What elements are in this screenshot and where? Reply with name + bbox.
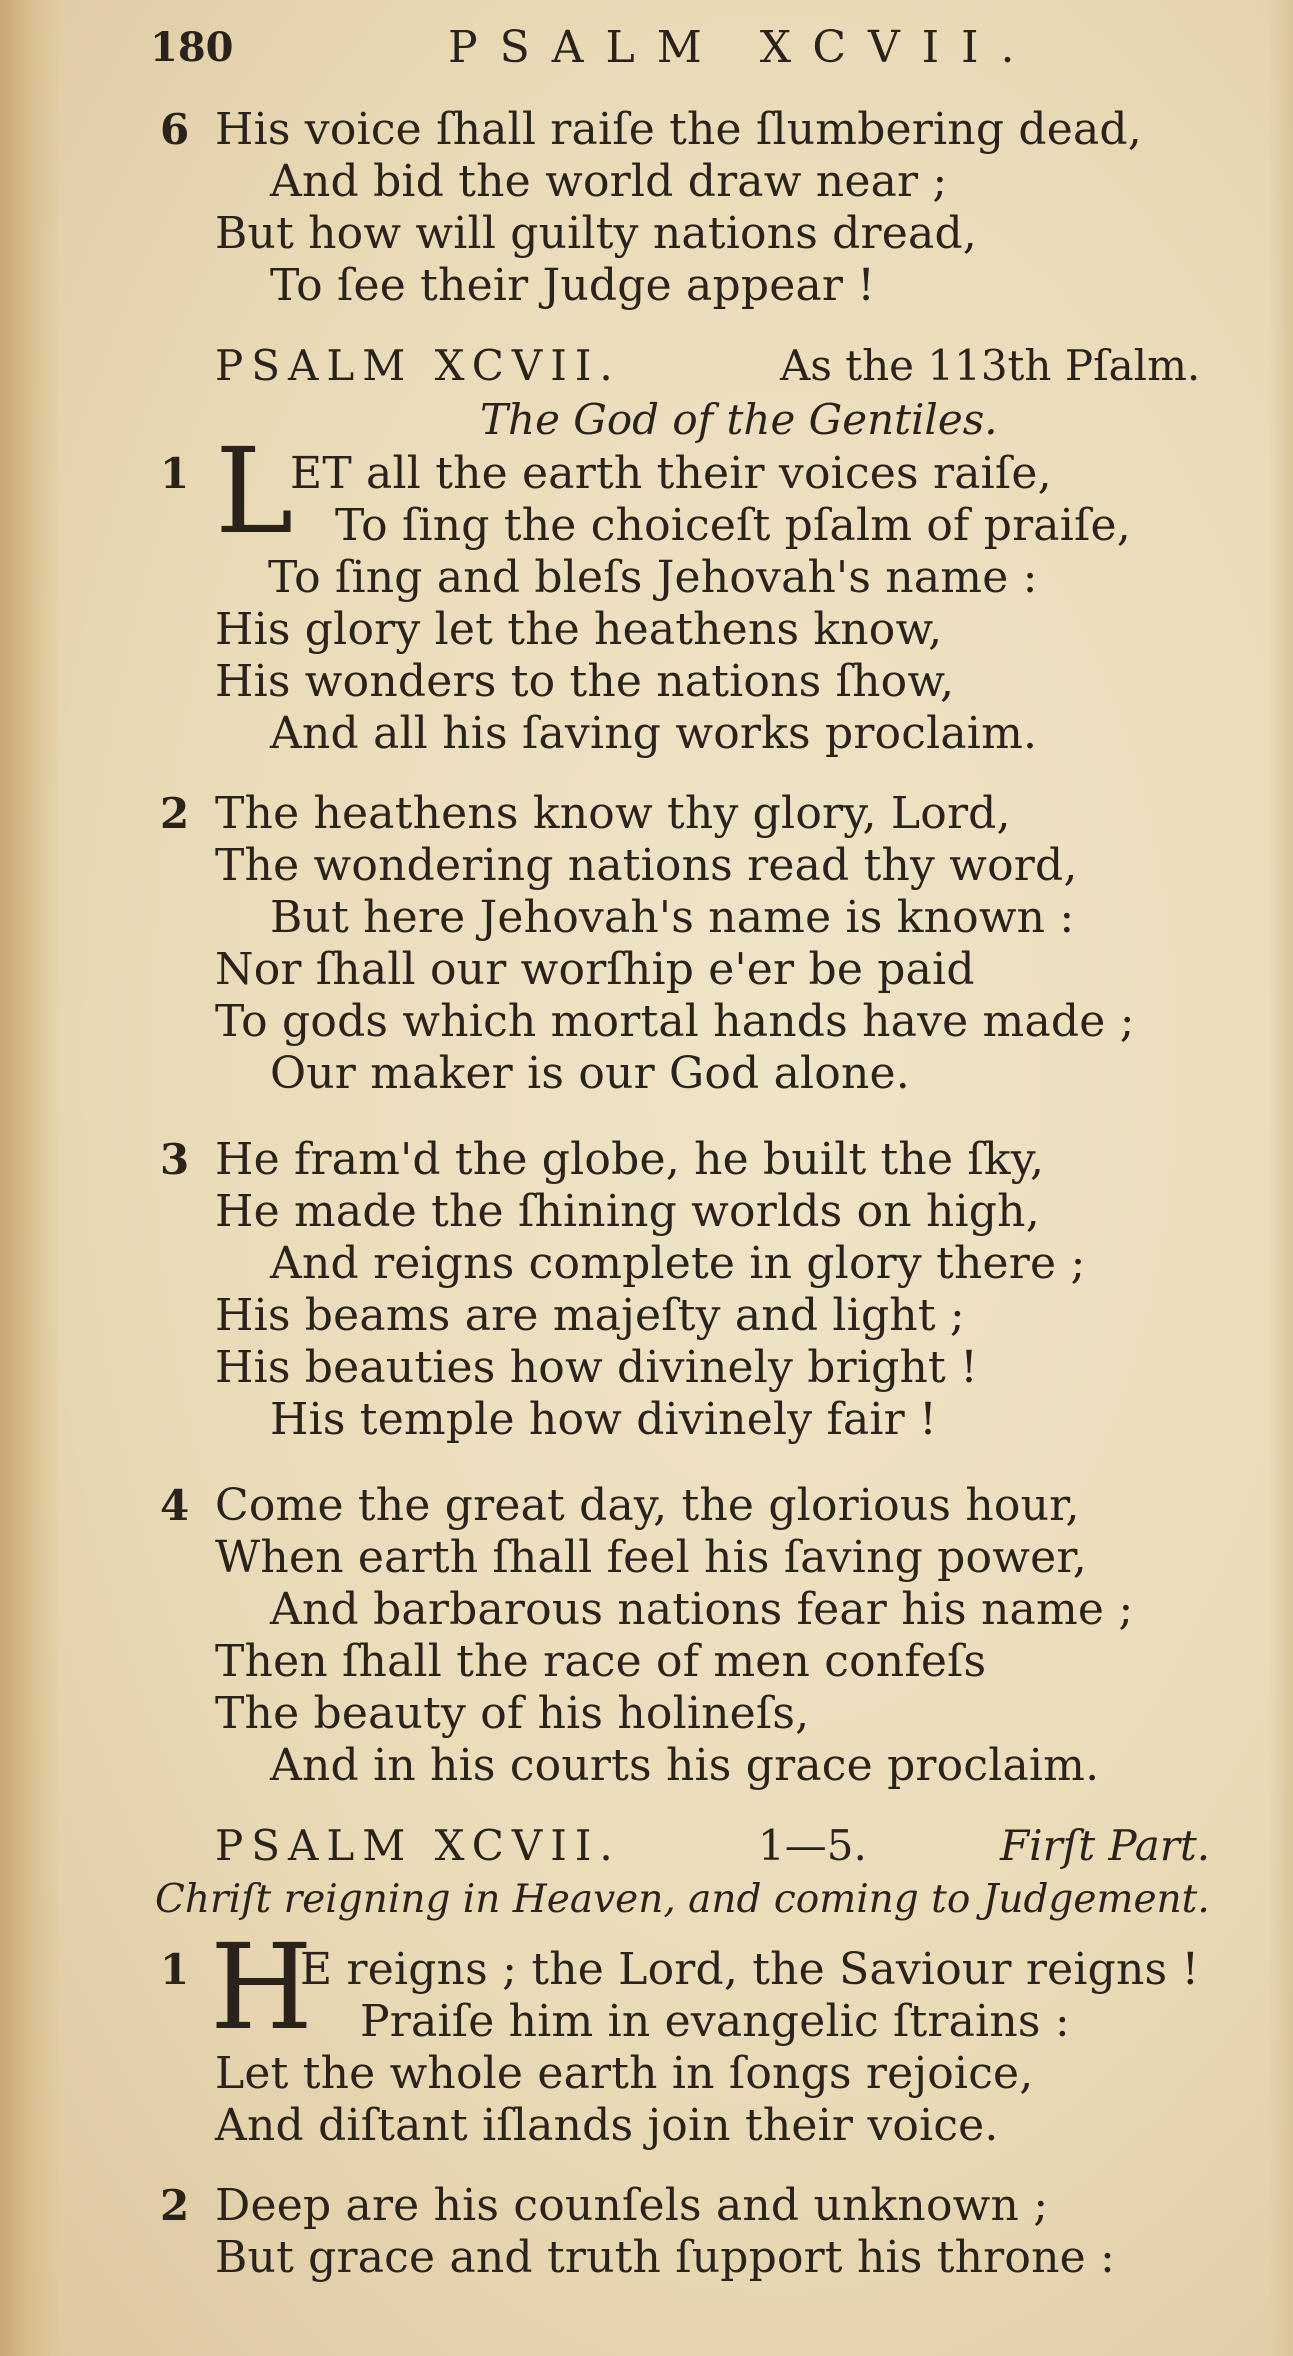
verse-line: But here Jehovah's name is known :	[270, 892, 1075, 943]
verse-line: The beauty of his holineſs,	[215, 1688, 810, 1739]
stanza-number: 6	[160, 105, 190, 154]
verse-line: To ſing the choiceſt pſalm of praiſe,	[335, 500, 1131, 551]
verse-line: ET all the earth their voices raiſe,	[290, 448, 1052, 499]
verse-line: His glory let the heathens know,	[215, 604, 943, 655]
stanza-number: 1	[160, 1945, 190, 1994]
stanza-number: 2	[160, 789, 190, 838]
verse-line: The heathens know thy glory, Lord,	[215, 788, 1011, 839]
verse-line: And diſtant iſlands join their voice.	[215, 2100, 999, 2151]
verse-line: His voice ſhall raiſe the ſlumbering dead,	[215, 104, 1142, 155]
verse-line: His temple how divinely fair !	[270, 1394, 937, 1445]
verse-line: To ſing and bleſs Jehovah's name :	[268, 552, 1038, 603]
verse-line: Then ſhall the race of men confeſs	[215, 1636, 987, 1687]
stanza-number: 1	[160, 449, 190, 498]
verse-line: And reigns complete in glory there ;	[270, 1238, 1086, 1289]
verse-line: His beams are majeſty and light ;	[215, 1290, 965, 1341]
psalm-verses: 1—5.	[758, 1821, 867, 1870]
verse-line: His beauties how divinely bright !	[215, 1342, 979, 1393]
verse-line: Our maker is our God alone.	[270, 1048, 910, 1099]
psalm-subtitle: Chriſt reigning in Heaven, and coming to Judgement.	[155, 1877, 1210, 1922]
verse-line: But how will guilty nations dread,	[215, 208, 977, 259]
verse-line: Praiſe him in evangelic ſtrains :	[360, 1996, 1070, 2047]
verse-line: The wondering nations read thy word,	[215, 840, 1078, 891]
stanza-number: 3	[160, 1135, 190, 1184]
verse-line: Come the great day, the glorious hour,	[215, 1480, 1080, 1531]
stanza-number: 2	[160, 2181, 190, 2230]
verse-line: And all his ſaving works proclaim.	[270, 708, 1038, 759]
verse-line: He fram'd the globe, he built the ſky,	[215, 1134, 1045, 1185]
verse-line: But grace and truth ſupport his throne :	[215, 2232, 1116, 2283]
verse-line: To gods which mortal hands have made ;	[215, 996, 1135, 1047]
verse-line: And in his courts his grace proclaim.	[270, 1740, 1100, 1791]
psalm-title: PSALM XCVII.	[215, 1821, 621, 1870]
stanza-number: 4	[160, 1481, 190, 1530]
verse-line: And barbarous nations fear his name ;	[270, 1584, 1134, 1635]
psalm-part: Firſt Part.	[1000, 1821, 1211, 1870]
verse-line: Nor ſhall our worſhip e'er be paid	[215, 944, 975, 995]
verse-line: He made the ſhining worlds on high,	[215, 1186, 1040, 1237]
verse-line: Deep are his counſels and unknown ;	[215, 2180, 1049, 2231]
verse-line: E reigns ; the Lord, the Saviour reigns !	[300, 1944, 1200, 1995]
verse-line: Let the whole earth in ſongs rejoice,	[215, 2048, 1034, 2099]
page-number: 180	[150, 24, 234, 71]
psalm-subtitle: The God of the Gentiles.	[480, 395, 998, 444]
verse-line: To ſee their Judge appear !	[270, 260, 876, 311]
drop-cap: H	[210, 1918, 313, 2056]
verse-line: His wonders to the nations ſhow,	[215, 656, 955, 707]
verse-line: And bid the world draw near ;	[270, 156, 948, 207]
verse-line: When earth ſhall feel his ſaving power,	[215, 1532, 1087, 1583]
drop-cap: L	[215, 422, 294, 560]
running-title: PSALM XCVII.	[448, 22, 1037, 73]
psalm-tune: As the 113th Pſalm.	[780, 341, 1201, 390]
psalm-title: PSALM XCVII.	[215, 341, 621, 390]
